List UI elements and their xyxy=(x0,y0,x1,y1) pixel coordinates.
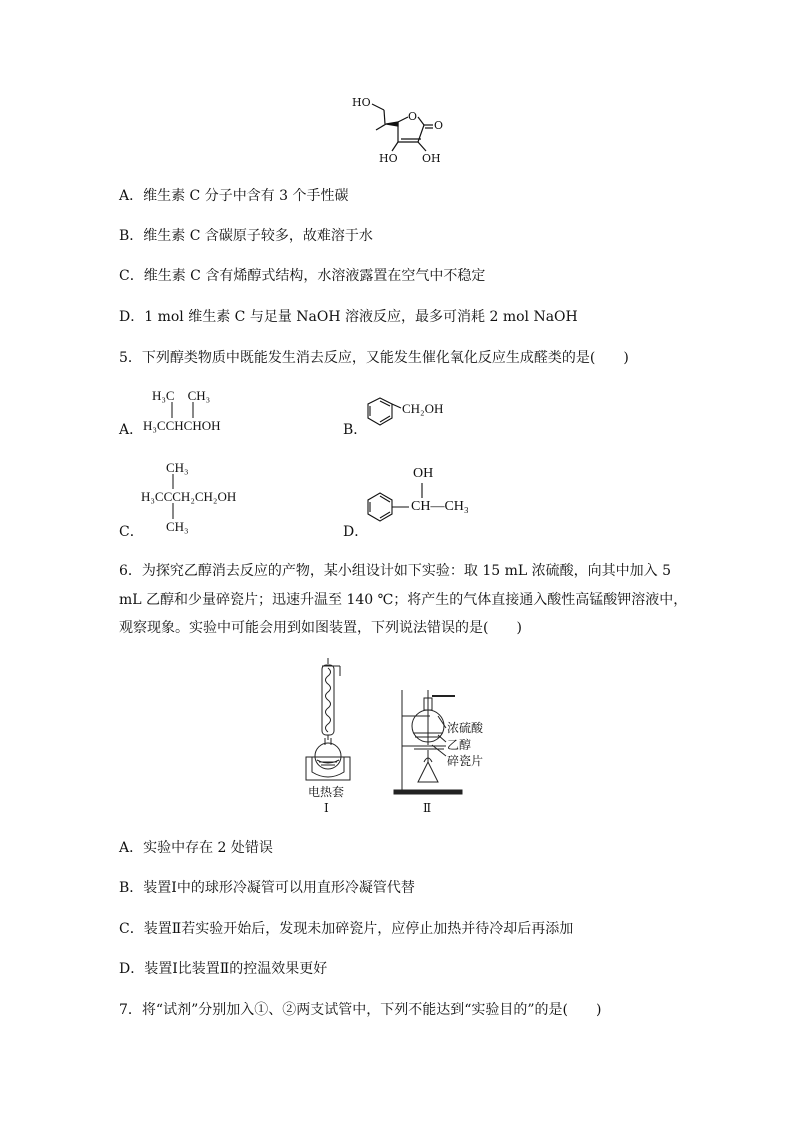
q5-c-main-chain: H₃CCCH₂CH₂OH xyxy=(141,489,237,504)
apparatus-2-label: Ⅱ xyxy=(423,801,432,815)
q6-stem-line3: 观察现象。实验中可能会用到如图装置，下列说法错误的是( ) xyxy=(119,620,522,636)
vitc-option-d: D．1 mol 维生素 C 与足量 NaOH 溶液反应，最多可消耗 2 mol NaOH xyxy=(119,309,578,325)
q5-option-a-letter: A． xyxy=(119,422,144,438)
q6-option-a: A．实验中存在 2 处错误 xyxy=(119,840,273,856)
vitc-option-c: C．维生素 C 含有烯醇式结构，水溶液露置在空气中不稳定 xyxy=(119,268,486,284)
q7-stem: 7．将“试剂”分别加入①、②两支试管中，下列不能达到“实验目的”的是( ) xyxy=(119,1002,602,1018)
q5-c-top-methyl: CH₃ xyxy=(166,460,189,475)
q6-stem-line2: mL 乙醇和少量碎瓷片；迅速升温至 140 ℃；将产生的气体直接通入酸性高锰酸钾溶液中， xyxy=(119,592,688,608)
vitc-o-keto: O xyxy=(434,119,444,132)
heater-label: 电热套 xyxy=(308,785,345,799)
q5-b-group: CH₂OH xyxy=(402,401,444,416)
vitc-o-ring: O xyxy=(408,110,418,123)
vitc-ho-top: HO xyxy=(352,96,371,109)
vitc-option-b: B．维生素 C 含碳原子较多，故难溶于水 xyxy=(119,228,373,244)
q5-option-d-letter: D． xyxy=(343,524,369,540)
vitc-option-a: A．维生素 C 分子中含有 3 个手性碳 xyxy=(119,188,349,204)
reagent-porcelain-chips-label: 碎瓷片 xyxy=(447,754,484,768)
apparatus-1-label: Ⅰ xyxy=(324,801,329,815)
q5-option-c-letter: C． xyxy=(119,524,144,540)
q5-d-hydroxyl: OH xyxy=(413,466,434,481)
q5-stem: 5．下列醇类物质中既能发生消去反应，又能发生催化氧化反应生成醛类的是( ) xyxy=(119,350,629,366)
q5-a-main-chain: H₃CCHCHOH xyxy=(143,418,221,433)
q6-option-c: C．装置Ⅱ若实验开始后，发现未加碎瓷片，应停止加热并待冷却后再添加 xyxy=(119,921,574,937)
q5-c-bottom-methyl: CH₃ xyxy=(166,519,189,534)
q5-a-top-groups: H₃C CH₃ xyxy=(152,388,211,403)
q5-option-b-letter: B． xyxy=(343,422,368,438)
q6-stem-line1: 6．为探究乙醇消去反应的产物，某小组设计如下实验：取 15 mL 浓硫酸，向其中加入 5 xyxy=(119,563,671,579)
q5-d-chain: CH—CH₃ xyxy=(411,499,469,514)
reagent-ethanol-label: 乙醇 xyxy=(447,738,472,752)
q6-option-d: D．装置Ⅰ比装置Ⅱ的控温效果更好 xyxy=(119,961,328,977)
reagent-sulfuric-acid-label: 浓硫酸 xyxy=(447,721,484,735)
vitc-ho-left: HO xyxy=(379,152,398,165)
q6-option-b: B．装置Ⅰ中的球形冷凝管可以用直形冷凝管代替 xyxy=(119,880,415,896)
vitc-oh-right: OH xyxy=(422,152,441,165)
